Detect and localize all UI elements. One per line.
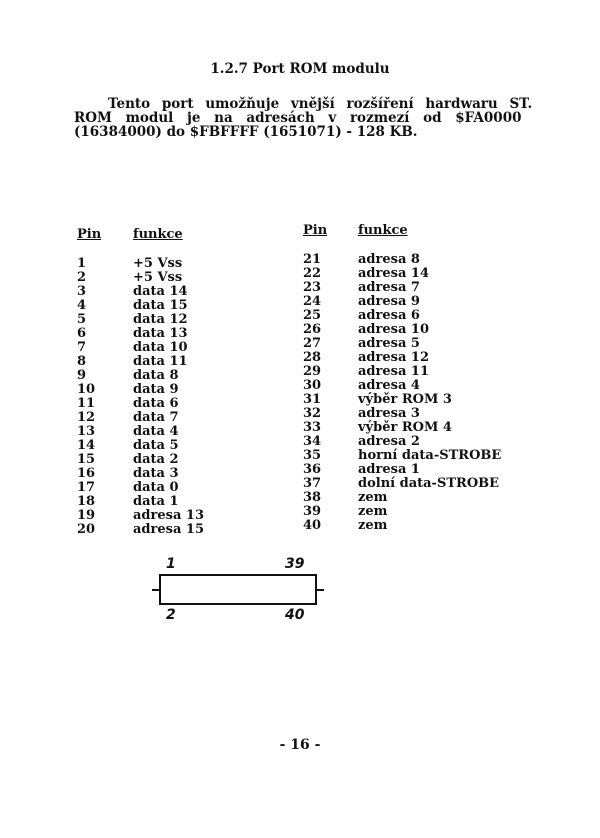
- pin-function: zem: [358, 504, 388, 519]
- pin-number: 5: [77, 312, 87, 327]
- pin-function: data 0: [133, 480, 179, 495]
- pin-function: adresa 8: [358, 252, 420, 267]
- pin-function: zem: [358, 518, 388, 533]
- pin-number: 22: [303, 266, 322, 281]
- pin-function: data 4: [133, 424, 179, 439]
- pin-function: adresa 14: [358, 266, 429, 281]
- pin-function: adresa 2: [358, 434, 420, 449]
- pin-number: 15: [77, 452, 96, 467]
- pin-function: data 15: [133, 298, 188, 313]
- pin-number: 6: [77, 326, 87, 341]
- pin-number: 17: [77, 480, 96, 495]
- pin-number: 26: [303, 322, 322, 337]
- pin-number: 8: [77, 354, 87, 369]
- pin-function: adresa 11: [358, 364, 429, 379]
- pin-function: adresa 5: [358, 336, 420, 351]
- connector-body: [160, 575, 316, 604]
- pin-function: data 1: [133, 494, 179, 509]
- pin-number: 13: [77, 424, 96, 439]
- pin-function: výběr ROM 4: [358, 420, 452, 435]
- pin-number: 3: [77, 284, 87, 299]
- pin-function: adresa 12: [358, 350, 429, 365]
- pin-function: data 12: [133, 312, 188, 327]
- pin-function: data 3: [133, 466, 179, 481]
- pin-function: adresa 4: [358, 378, 420, 393]
- section-title: 1.2.7 Port ROM modulu: [210, 61, 390, 77]
- pin-function: data 10: [133, 340, 188, 355]
- pin-function: adresa 10: [358, 322, 429, 337]
- pin-number: 11: [77, 396, 96, 411]
- pin-number: 10: [77, 382, 96, 397]
- pin-function: data 5: [133, 438, 179, 453]
- pin-number: 27: [303, 336, 322, 351]
- connector-label-pin2: 2: [166, 607, 176, 623]
- pin-number: 39: [303, 504, 322, 519]
- pin-number: 21: [303, 252, 322, 267]
- connector-label-pin40: 40: [285, 607, 305, 623]
- pin-number: 16: [77, 466, 96, 481]
- pin-number: 23: [303, 280, 322, 295]
- function-header: funkce: [358, 223, 408, 238]
- pin-function: adresa 3: [358, 406, 420, 421]
- pin-function: +5 Vss: [133, 256, 183, 271]
- pin-number: 20: [77, 522, 96, 537]
- pin-number: 1: [77, 256, 87, 271]
- pin-number: 32: [303, 406, 322, 421]
- pin-number: 14: [77, 438, 96, 453]
- pin-function: data 7: [133, 410, 179, 425]
- pin-number: 31: [303, 392, 322, 407]
- pin-number: 7: [77, 340, 87, 355]
- pin-number: 33: [303, 420, 322, 435]
- pin-function: data 9: [133, 382, 179, 397]
- paragraph-line: (16384000) do $FBFFFF (1651071) - 128 KB.: [74, 124, 418, 140]
- pin-function: data 11: [133, 354, 188, 369]
- pin-function: adresa 7: [358, 280, 420, 295]
- pin-number: 38: [303, 490, 322, 505]
- paragraph-line: Tento port umožňuje vnější rozšíření hardwaru ST.: [108, 96, 533, 112]
- pin-function: horní data-STROBE: [358, 448, 502, 463]
- connector-label-pin1: 1: [166, 556, 176, 572]
- pin-number: 4: [77, 298, 87, 313]
- pin-function: data 2: [133, 452, 179, 467]
- pin-number: 25: [303, 308, 322, 323]
- page-number: - 16 -: [279, 737, 321, 753]
- pin-number: 30: [303, 378, 322, 393]
- pin-number: 36: [303, 462, 322, 477]
- pin-number: 34: [303, 434, 322, 449]
- pin-function: zem: [358, 490, 388, 505]
- pin-function: adresa 1: [358, 462, 420, 477]
- pin-function: +5 Vss: [133, 270, 183, 285]
- pin-number: 19: [77, 508, 96, 523]
- pin-number: 12: [77, 410, 96, 425]
- pin-function: data 14: [133, 284, 188, 299]
- pin-number: 40: [303, 518, 322, 533]
- pin-number: 9: [77, 368, 87, 383]
- paragraph-line: ROM modul je na adresách v rozmezí od $FA0000: [74, 110, 522, 126]
- pin-function: dolní data-STROBE: [358, 476, 500, 491]
- pin-function: data 6: [133, 396, 179, 411]
- pin-number: 29: [303, 364, 322, 379]
- pin-function: data 13: [133, 326, 188, 341]
- pin-function: adresa 13: [133, 508, 204, 523]
- pin-header: Pin: [77, 227, 102, 242]
- pin-number: 18: [77, 494, 96, 509]
- pin-function: adresa 6: [358, 308, 420, 323]
- pin-function: adresa 15: [133, 522, 204, 537]
- pin-function: výběr ROM 3: [358, 392, 452, 407]
- pin-number: 2: [77, 270, 87, 285]
- pin-number: 24: [303, 294, 322, 309]
- pin-number: 35: [303, 448, 322, 463]
- pin-number: 37: [303, 476, 322, 491]
- pin-function: adresa 9: [358, 294, 420, 309]
- pin-function: data 8: [133, 368, 179, 383]
- pin-number: 28: [303, 350, 322, 365]
- connector-label-pin39: 39: [285, 556, 305, 572]
- function-header: funkce: [133, 227, 183, 242]
- pin-header: Pin: [303, 223, 328, 238]
